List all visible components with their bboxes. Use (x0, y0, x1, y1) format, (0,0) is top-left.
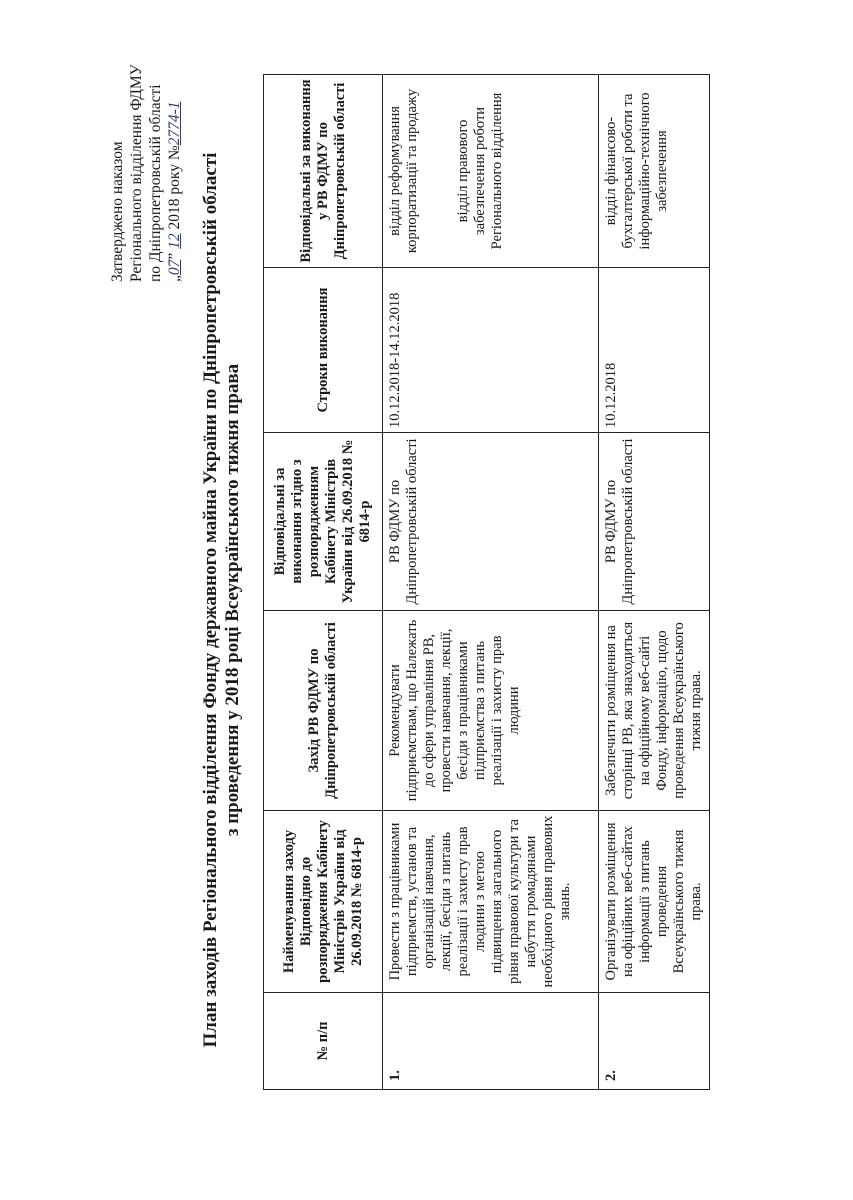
approval-order-number: 2774-1 (166, 101, 183, 146)
row-measure: Рекомендувати підприємствам, що Належать до сфери управління РВ, провести навчання, лекції, бесіди з працівниками підприємства з питань реалізації і захисту прав людини (383, 611, 599, 811)
approval-line-3: по Дніпропетровській області (147, 84, 164, 282)
header-responsible-cmu: Відповідальні за виконання згідно з розпорядженням Кабінету Міністрів України від 26.09.2018 № 6814-р (264, 433, 383, 611)
row-term: 10.12.2018-14.12.2018 (383, 268, 599, 433)
header-event: Найменування заходу Відповідно до розпорядження Кабінету Міністрів України від 26.09.2018 № 6814-р (264, 811, 383, 993)
row-number: 2. (599, 993, 710, 1090)
row-measure: Забезпечити розміщення на сторінці РВ, яка знаходиться на офіційному веб-сайті Фонду, інформацію, щодо проведення Всеукраїнського тижня права. (599, 611, 710, 811)
row-responsible-cmu: РВ ФДМУ по Дніпропетровській області (599, 433, 710, 611)
document-title (200, 90, 244, 1110)
approval-line-2: Регіонального відділення ФДМУ (128, 64, 145, 282)
header-measure: Захід РВ ФДМУ по Дніпропетровській області (264, 611, 383, 811)
approval-month: 12 (166, 233, 183, 249)
row-event: Провести з працівниками підприємств, установ та організацій навчання, лекції, бесіди з питань реалізації і захисту прав людини з метою підвищення загального рівня правової культури та набуття громадянами необхідного рівня правових знань. (383, 811, 599, 993)
row-responsible-rv (383, 75, 599, 268)
responsible-dept-1: відділ реформування корпоратизації та продажу (387, 88, 420, 254)
approval-stamp (108, 64, 184, 282)
responsible-dept-2: відділ правового забезпечення роботи Регіонального відділення (455, 92, 505, 250)
approval-day: 07 (166, 259, 183, 276)
row-number: 1. (383, 993, 599, 1090)
header-number: № п/п (264, 993, 383, 1090)
table-row (599, 75, 710, 1090)
title-line-2: з проведення у 2018 році Всеукраїнського тижня права (222, 363, 243, 837)
table-row (383, 75, 599, 1090)
header-responsible-rv: Відповідальні за виконання у РВ ФДМУ по Дніпропетровській області (264, 75, 383, 268)
approval-year: 2018 року № (166, 145, 183, 230)
row-responsible-cmu: РВ ФДМУ по Дніпропетровській області (383, 433, 599, 611)
row-term: 10.12.2018 (599, 268, 710, 433)
title-line-1: План заходів Регіонального відділення Фонду державного майна України по Дніпропетровській області (200, 152, 221, 1048)
row-event: Організувати розміщення на офіційних веб-сайтах інформації з питань проведення Всеукраїнського тижня права. (599, 811, 710, 993)
approval-date-line: „07” 12 2018 року №2774-1 (166, 101, 183, 282)
header-term: Строки виконання (264, 268, 383, 433)
approval-line-1: Затверджено наказом (109, 141, 126, 282)
row-responsible-rv: відділ фінансово-бухгалтерської роботи та інформаційно-технічного забезпечення (599, 75, 710, 268)
table-header-row (264, 75, 383, 1090)
plan-table (263, 74, 710, 1090)
